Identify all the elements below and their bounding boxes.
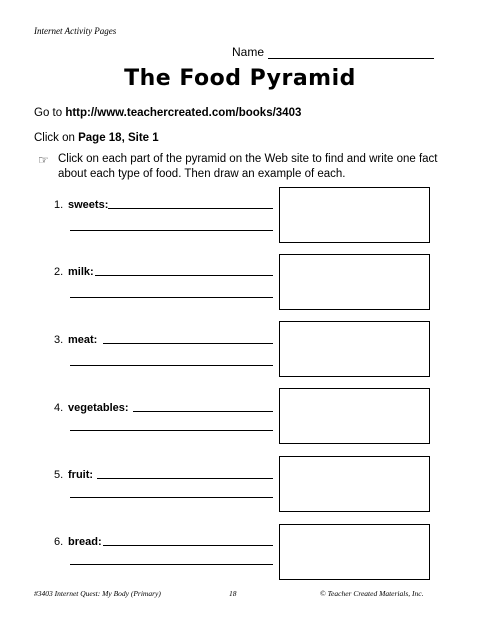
drawing-box-milk [279, 254, 430, 310]
item-label: bread: [68, 536, 102, 548]
footer-copyright: © Teacher Created Materials, Inc. [320, 589, 424, 598]
footer-book-title: #3403 Internet Quest: My Body (Primary) [34, 589, 161, 598]
item-label: milk: [68, 266, 94, 278]
item-label: vegetables: [68, 402, 129, 414]
drawing-box-meat [279, 321, 430, 377]
item-meat [54, 334, 97, 346]
drawing-box-sweets [279, 187, 430, 243]
pointing-hand-icon: ☞ [38, 153, 49, 167]
item-number: 5. [54, 469, 64, 481]
footer-page-number: 18 [229, 589, 237, 598]
item-vegetables [54, 402, 129, 414]
click-instruction [34, 132, 159, 144]
goto-instruction [34, 107, 301, 119]
answer-line [70, 564, 273, 565]
instructions-line-1: Click on each part of the pyramid on the Web site to find and write one fact [58, 153, 438, 165]
name-field [232, 45, 434, 59]
answer-line [97, 478, 273, 479]
answer-line [70, 297, 273, 298]
item-label: sweets: [68, 199, 109, 211]
activity-instructions [58, 152, 438, 182]
answer-line [70, 497, 273, 498]
answer-line [70, 365, 273, 366]
item-fruit [54, 469, 93, 481]
drawing-box-vegetables [279, 388, 430, 444]
item-label: meat: [68, 334, 98, 346]
item-label: fruit: [68, 469, 94, 481]
item-number: 6. [54, 536, 64, 548]
answer-line [103, 545, 273, 546]
answer-line [95, 275, 273, 276]
click-prefix: Click on [34, 132, 79, 144]
drawing-box-fruit [279, 456, 430, 512]
answer-line [70, 230, 273, 231]
item-sweets [54, 199, 108, 211]
answer-line [108, 208, 273, 209]
click-target: Page 18, Site 1 [78, 132, 159, 144]
item-bread [54, 536, 102, 548]
answer-line [103, 343, 273, 344]
item-number: 1. [54, 199, 64, 211]
item-milk [54, 266, 94, 278]
item-number: 4. [54, 402, 64, 414]
page-title: The Food Pyramid [124, 66, 356, 91]
series-header: Internet Activity Pages [34, 26, 117, 36]
item-number: 2. [54, 266, 64, 278]
answer-line [70, 430, 273, 431]
name-blank-line [268, 46, 434, 59]
answer-line [133, 411, 273, 412]
item-number: 3. [54, 334, 64, 346]
goto-url: http://www.teachercreated.com/books/3403 [65, 107, 302, 119]
drawing-box-bread [279, 524, 430, 580]
instructions-line-2: about each type of food. Then draw an example of each. [58, 168, 346, 180]
goto-prefix: Go to [34, 107, 66, 119]
name-label: Name [232, 45, 265, 59]
